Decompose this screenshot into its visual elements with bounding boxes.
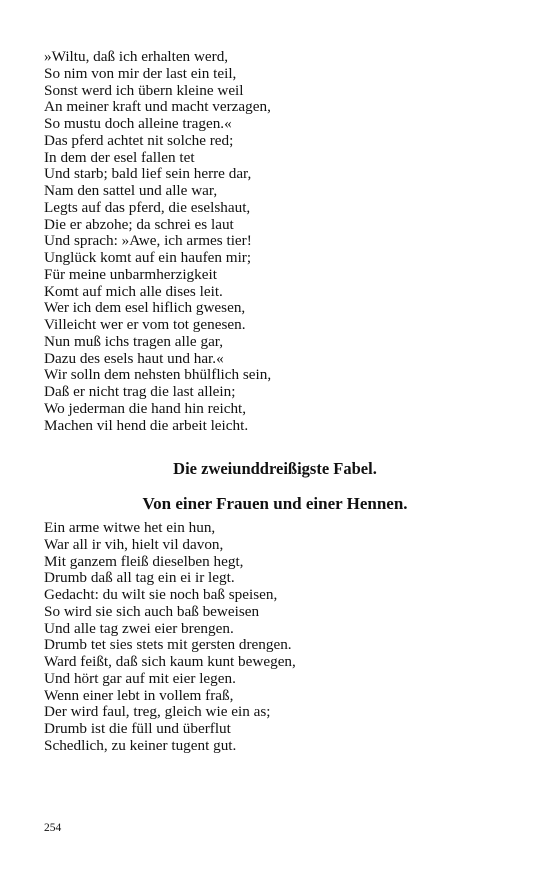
verse-line: So nim von mir der last ein teil, (44, 64, 237, 82)
verse-line: Wenn einer lebt in vollem fraß, (44, 686, 234, 704)
verse-line: Und starb; bald lief sein herre dar, (44, 165, 252, 183)
verse-line: An meiner kraft und macht verzagen, (44, 98, 271, 116)
verse-line: Ward feißt, daß sich kaum kunt bewegen, (44, 653, 296, 670)
poem-part-2 (44, 520, 514, 755)
verse-line: Das pferd achtet nit solche red; (44, 131, 234, 149)
verse-line: Nun muß ichs tragen alle gar, (44, 332, 224, 350)
verse-line: Daß er nicht trag die last allein; (44, 383, 236, 400)
verse-line: Wer ich dem esel hiflich gwesen, (44, 299, 246, 317)
verse-line: Drumb tet sies stets mit gersten drengen. (44, 636, 292, 654)
poem-part-1 (44, 49, 514, 434)
verse-line: Sonst werd ich übern kleine weil (44, 81, 244, 99)
verse-line: »Wiltu, daß ich erhalten werd, (44, 48, 229, 65)
verse-line: Wir solln dem nehsten bhülflich sein, (44, 366, 272, 384)
verse-line: Ein arme witwe het ein hun, (44, 519, 216, 536)
verse-line: Machen vil hend die arbeit leicht. (44, 416, 249, 434)
verse-line: Villeicht wer er vom tot genesen. (44, 316, 246, 333)
verse-line: Drumb ist die füll und überflut (44, 720, 231, 737)
page-number: 254 (44, 822, 62, 834)
verse-line: Legts auf das pferd, die eselshaut, (44, 198, 251, 216)
verse-line: Gedacht: du wilt sie noch baß speisen, (44, 586, 278, 603)
verse-line: Und alle tag zwei eier brengen. (44, 619, 234, 637)
verse-line: Mit ganzem fleiß dieselben hegt, (44, 552, 244, 570)
verse-line: Komt auf mich alle dises leit. (44, 282, 223, 300)
verse-line: Nam den sattel und alle war, (44, 182, 218, 199)
verse-line: Und hört gar auf mit eier legen. (44, 669, 236, 687)
verse-line: In dem der esel fallen tet (44, 148, 195, 166)
verse-line: Für meine unbarmherzigkeit (44, 265, 217, 283)
verse-line: Unglück komt auf ein haufen mir; (44, 249, 252, 266)
fable-subtitle: Von einer Frauen und einer Hennen. (142, 494, 408, 513)
verse-line: War all ir vih, hielt vil davon, (44, 535, 224, 553)
verse-line: Wo jederman die hand hin reicht, (44, 399, 247, 417)
verse-line: So wird sie sich auch baß beweisen (44, 602, 260, 620)
verse-line: Drumb daß all tag ein ei ir legt. (44, 569, 235, 587)
verse-line: So mustu doch alleine tragen.« (44, 115, 232, 132)
fable-title: Die zweiunddreißigste Fabel. (173, 459, 377, 478)
verse-line: Der wird faul, treg, gleich wie ein as; (44, 703, 271, 721)
verse-line: Die er abzohe; da schrei es laut (44, 215, 234, 233)
verse-line: Dazu des esels haut und har.« (44, 349, 224, 367)
verse-line: Schedlich, zu keiner tugent gut. (44, 736, 237, 754)
verse-line: Und sprach: »Awe, ich armes tier! (44, 232, 252, 250)
